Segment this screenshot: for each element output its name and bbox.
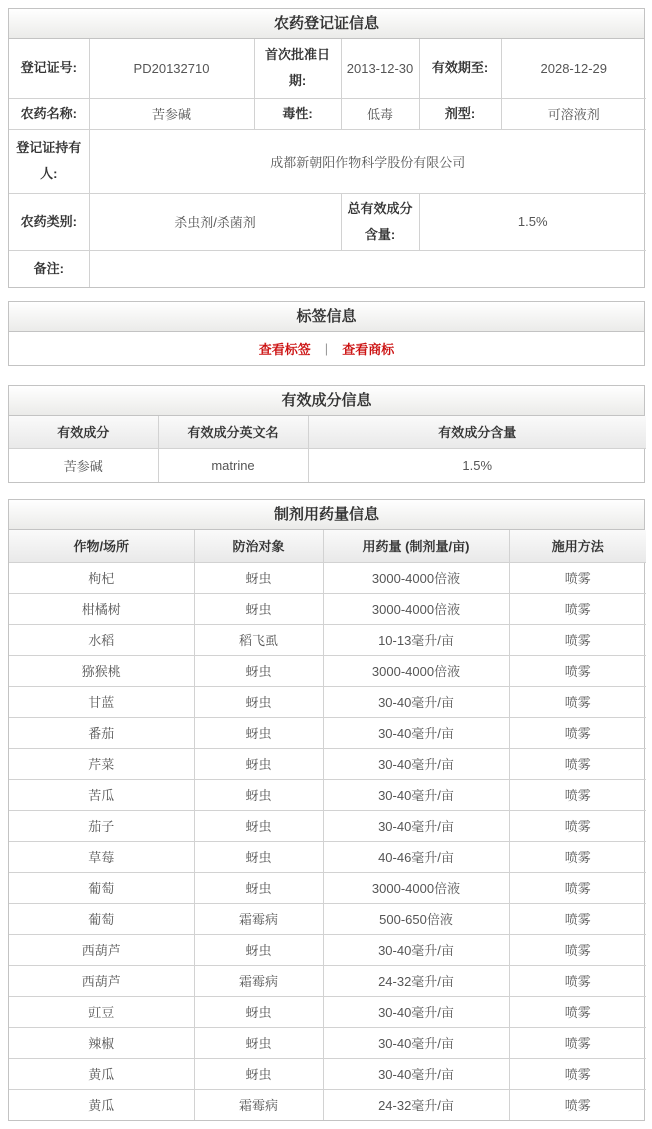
dosage-crop-cell: 枸杞 <box>9 562 194 593</box>
dosage-row <box>9 779 646 810</box>
formulation-label: 剂型: <box>419 98 501 129</box>
dosage-method-cell: 喷雾 <box>509 624 646 655</box>
dosage-target-cell: 蚜虫 <box>194 1058 323 1089</box>
dosage-row <box>9 1089 646 1120</box>
ingredient-content-cell: 1.5% <box>308 448 646 482</box>
dosage-col-target: 防治对象 <box>194 530 323 562</box>
dosage-col-crop: 作物/场所 <box>9 530 194 562</box>
view-trademark-link[interactable]: 查看商标 <box>342 342 395 357</box>
dosage-target-cell: 霜霉病 <box>194 1089 323 1120</box>
ingredient-english-cell: matrine <box>158 448 308 482</box>
dosage-amount-cell: 3000-4000倍液 <box>323 872 509 903</box>
valid-until-label: 有效期至: <box>419 39 501 98</box>
dosage-row <box>9 934 646 965</box>
valid-until-value: 2028-12-29 <box>501 39 646 98</box>
dosage-method-cell: 喷雾 <box>509 748 646 779</box>
dosage-method-cell: 喷雾 <box>509 686 646 717</box>
category-value: 杀虫剂/杀菌剂 <box>89 193 341 250</box>
first-approval-value: 2013-12-30 <box>341 39 419 98</box>
dosage-amount-cell: 30-40毫升/亩 <box>323 1027 509 1058</box>
dosage-amount-cell: 30-40毫升/亩 <box>323 996 509 1027</box>
holder-value: 成都新朝阳作物科学股份有限公司 <box>89 129 646 193</box>
dosage-amount-cell: 30-40毫升/亩 <box>323 686 509 717</box>
dosage-amount-cell: 24-32毫升/亩 <box>323 965 509 996</box>
dosage-amount-cell: 40-46毫升/亩 <box>323 841 509 872</box>
dosage-target-cell: 蚜虫 <box>194 655 323 686</box>
ingredient-col-content: 有效成分含量 <box>308 416 646 448</box>
dosage-amount-cell: 3000-4000倍液 <box>323 562 509 593</box>
ingredient-panel <box>8 385 645 483</box>
registration-row-5 <box>9 250 646 287</box>
ingredient-col-name: 有效成分 <box>9 416 158 448</box>
label-links-row <box>9 332 644 365</box>
toxicity-value: 低毒 <box>341 98 419 129</box>
dosage-panel <box>8 499 645 1121</box>
dosage-header-row <box>9 530 646 562</box>
dosage-method-cell: 喷雾 <box>509 996 646 1027</box>
dosage-crop-cell: 辣椒 <box>9 1027 194 1058</box>
dosage-method-cell: 喷雾 <box>509 810 646 841</box>
dosage-amount-cell: 30-40毫升/亩 <box>323 934 509 965</box>
total-content-label: 总有效成分含量: <box>341 193 419 250</box>
total-content-value: 1.5% <box>419 193 646 250</box>
dosage-amount-cell: 500-650倍液 <box>323 903 509 934</box>
dosage-crop-cell: 葡萄 <box>9 903 194 934</box>
holder-label: 登记证持有人: <box>9 129 89 193</box>
dosage-target-cell: 蚜虫 <box>194 1027 323 1058</box>
dosage-method-cell: 喷雾 <box>509 1089 646 1120</box>
dosage-amount-cell: 10-13毫升/亩 <box>323 624 509 655</box>
dosage-row <box>9 624 646 655</box>
first-approval-label: 首次批准日期: <box>254 39 341 98</box>
category-label: 农药类别: <box>9 193 89 250</box>
pesticide-name-value: 苦参碱 <box>89 98 254 129</box>
dosage-row <box>9 748 646 779</box>
dosage-row <box>9 841 646 872</box>
registration-panel-title: 农药登记证信息 <box>9 9 644 39</box>
dosage-crop-cell: 茄子 <box>9 810 194 841</box>
dosage-amount-cell: 30-40毫升/亩 <box>323 748 509 779</box>
dosage-method-cell: 喷雾 <box>509 655 646 686</box>
dosage-target-cell: 稻飞虱 <box>194 624 323 655</box>
dosage-row <box>9 872 646 903</box>
reg-no-label: 登记证号: <box>9 39 89 98</box>
registration-row-2 <box>9 98 646 129</box>
dosage-crop-cell: 苦瓜 <box>9 779 194 810</box>
dosage-target-cell: 蚜虫 <box>194 593 323 624</box>
dosage-method-cell: 喷雾 <box>509 593 646 624</box>
toxicity-label: 毒性: <box>254 98 341 129</box>
dosage-target-cell: 蚜虫 <box>194 996 323 1027</box>
dosage-crop-cell: 柑橘树 <box>9 593 194 624</box>
dosage-method-cell: 喷雾 <box>509 841 646 872</box>
pesticide-name-label: 农药名称: <box>9 98 89 129</box>
link-separator: | <box>324 341 329 356</box>
dosage-target-cell: 霜霉病 <box>194 965 323 996</box>
dosage-target-cell: 蚜虫 <box>194 717 323 748</box>
dosage-target-cell: 蚜虫 <box>194 686 323 717</box>
registration-table <box>9 39 646 287</box>
dosage-method-cell: 喷雾 <box>509 872 646 903</box>
dosage-crop-cell: 豇豆 <box>9 996 194 1027</box>
dosage-target-cell: 蚜虫 <box>194 934 323 965</box>
registration-row-1 <box>9 39 646 98</box>
dosage-crop-cell: 黄瓜 <box>9 1058 194 1089</box>
dosage-row <box>9 810 646 841</box>
dosage-target-cell: 蚜虫 <box>194 748 323 779</box>
ingredient-header-row <box>9 416 646 448</box>
dosage-method-cell: 喷雾 <box>509 562 646 593</box>
dosage-crop-cell: 猕猴桃 <box>9 655 194 686</box>
remark-label: 备注: <box>9 250 89 287</box>
dosage-amount-cell: 3000-4000倍液 <box>323 655 509 686</box>
dosage-crop-cell: 番茄 <box>9 717 194 748</box>
registration-row-4 <box>9 193 646 250</box>
dosage-row <box>9 996 646 1027</box>
registration-row-3 <box>9 129 646 193</box>
dosage-amount-cell: 30-40毫升/亩 <box>323 717 509 748</box>
dosage-method-cell: 喷雾 <box>509 717 646 748</box>
dosage-crop-cell: 西葫芦 <box>9 934 194 965</box>
dosage-row <box>9 717 646 748</box>
dosage-crop-cell: 黄瓜 <box>9 1089 194 1120</box>
view-label-link[interactable]: 查看标签 <box>258 342 311 357</box>
ingredient-row <box>9 448 646 482</box>
ingredient-col-english: 有效成分英文名 <box>158 416 308 448</box>
dosage-crop-cell: 甘蓝 <box>9 686 194 717</box>
formulation-value: 可溶液剂 <box>501 98 646 129</box>
dosage-row <box>9 1058 646 1089</box>
dosage-crop-cell: 葡萄 <box>9 872 194 903</box>
dosage-row <box>9 655 646 686</box>
dosage-method-cell: 喷雾 <box>509 965 646 996</box>
dosage-row <box>9 593 646 624</box>
dosage-method-cell: 喷雾 <box>509 1027 646 1058</box>
dosage-amount-cell: 30-40毫升/亩 <box>323 1058 509 1089</box>
dosage-crop-cell: 水稻 <box>9 624 194 655</box>
dosage-method-cell: 喷雾 <box>509 903 646 934</box>
label-info-panel <box>8 301 645 366</box>
dosage-panel-title: 制剂用药量信息 <box>9 500 644 530</box>
reg-no-value: PD20132710 <box>89 39 254 98</box>
ingredient-table <box>9 416 646 482</box>
dosage-row <box>9 686 646 717</box>
registration-panel <box>8 8 645 288</box>
ingredient-panel-title: 有效成分信息 <box>9 386 644 416</box>
dosage-crop-cell: 芹菜 <box>9 748 194 779</box>
dosage-target-cell: 蚜虫 <box>194 810 323 841</box>
dosage-crop-cell: 草莓 <box>9 841 194 872</box>
dosage-table <box>9 530 646 1120</box>
label-info-title: 标签信息 <box>9 302 644 332</box>
dosage-target-cell: 霜霉病 <box>194 903 323 934</box>
dosage-target-cell: 蚜虫 <box>194 841 323 872</box>
ingredient-name-cell: 苦参碱 <box>9 448 158 482</box>
dosage-target-cell: 蚜虫 <box>194 872 323 903</box>
dosage-row <box>9 903 646 934</box>
dosage-target-cell: 蚜虫 <box>194 779 323 810</box>
dosage-method-cell: 喷雾 <box>509 779 646 810</box>
dosage-amount-cell: 3000-4000倍液 <box>323 593 509 624</box>
dosage-method-cell: 喷雾 <box>509 1058 646 1089</box>
dosage-crop-cell: 西葫芦 <box>9 965 194 996</box>
dosage-col-amount: 用药量 (制剂量/亩) <box>323 530 509 562</box>
dosage-col-method: 施用方法 <box>509 530 646 562</box>
dosage-method-cell: 喷雾 <box>509 934 646 965</box>
dosage-amount-cell: 30-40毫升/亩 <box>323 810 509 841</box>
dosage-target-cell: 蚜虫 <box>194 562 323 593</box>
dosage-amount-cell: 30-40毫升/亩 <box>323 779 509 810</box>
dosage-amount-cell: 24-32毫升/亩 <box>323 1089 509 1120</box>
dosage-row <box>9 1027 646 1058</box>
dosage-row <box>9 965 646 996</box>
remark-value <box>89 250 646 287</box>
dosage-row <box>9 562 646 593</box>
